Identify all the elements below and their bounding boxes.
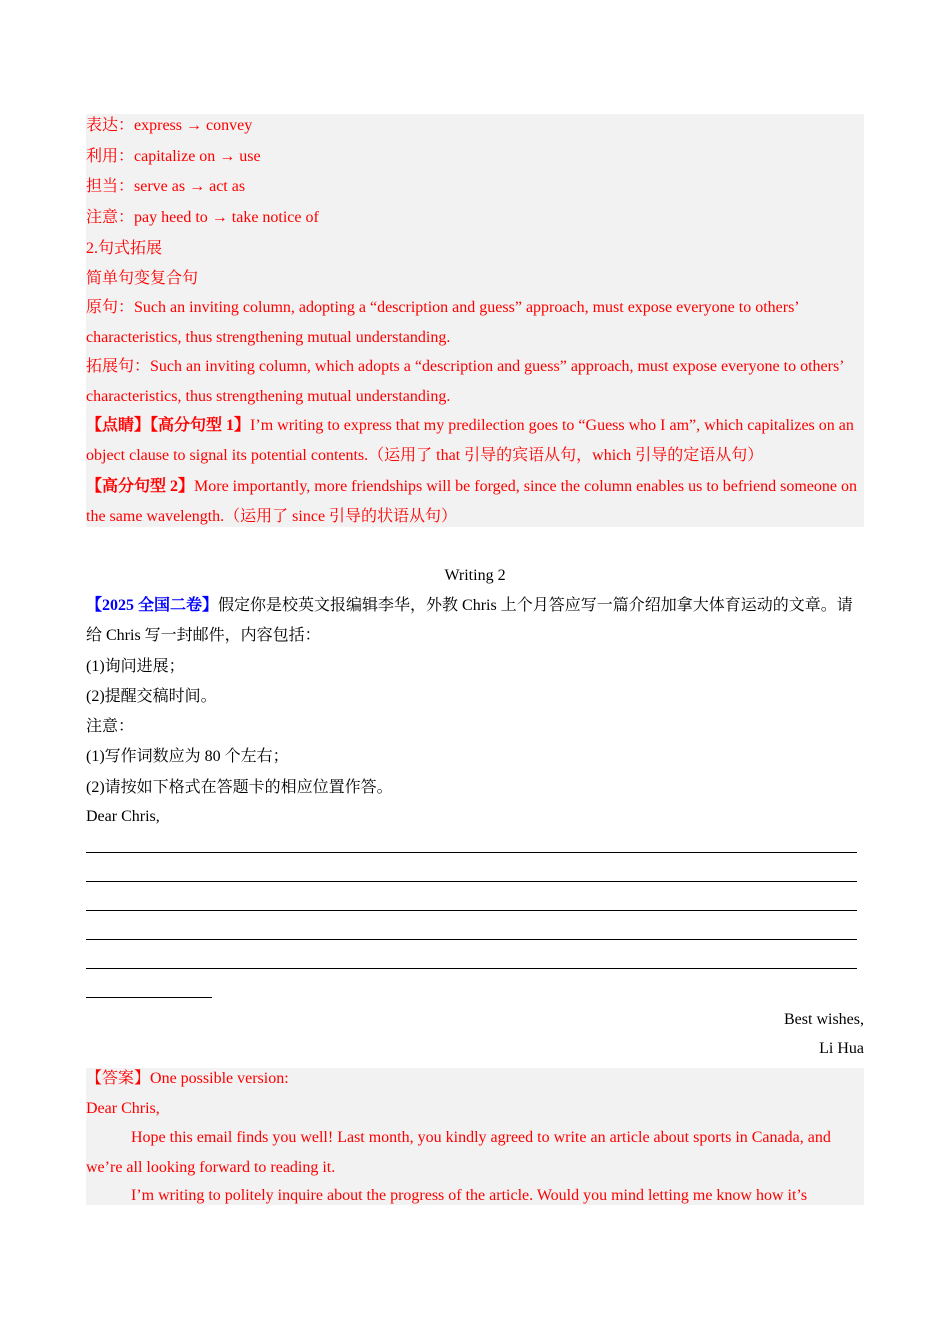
writing-title: Writing 2 <box>444 567 506 584</box>
letter-salutation: Dear Chris, <box>86 808 160 825</box>
answer-blank-line[interactable] <box>86 997 212 998</box>
exam-tag: 【2025 全国二卷】 <box>86 597 219 614</box>
vocab-label: 注意： <box>86 209 135 226</box>
highlight-tag: 【点睛】 <box>86 417 151 434</box>
highlight-sentence-1 <box>86 411 864 471</box>
vocab-text: express → convey <box>134 117 253 134</box>
vocab-label: 利用： <box>86 148 135 165</box>
answer-paragraph: I’m writing to politely inquire about the progress of the article. Would you mind letting me know how it’s <box>131 1187 808 1204</box>
task-item: (2)提醒交稿时间。 <box>86 688 217 705</box>
answer-paragraph: Hope this email finds you well! Last month, you kindly agreed to write an article about sports in Canada, and we’re all looking forward to reading it. <box>86 1129 831 1176</box>
highlight-tag: 【高分句型 2】 <box>86 478 195 495</box>
answer-blank-line[interactable] <box>86 881 857 882</box>
vocab-item <box>86 111 864 141</box>
answer-intro <box>86 1064 864 1094</box>
highlight-text: I’m writing to express that my predilection goes to “Guess who I am”, which capitalizes on an object clause to signal its potential contents.（运用了 that 引导的宾语从句，which 引导的定语从句） <box>86 417 854 464</box>
note-item: (2)请按如下格式在答题卡的相应位置作答。 <box>86 779 393 796</box>
answer-blank-line[interactable] <box>86 852 857 853</box>
vocab-item <box>86 172 864 202</box>
original-sentence <box>86 293 864 353</box>
original-text: Such an inviting column, adopting a “description and guess” approach, must expose everyone to others’ characteristics, thus strengthening mutual understanding. <box>86 299 799 346</box>
task-item: (1)询问进展； <box>86 658 185 675</box>
answer-blank-line[interactable] <box>86 939 857 940</box>
highlight-sentence-2 <box>86 472 864 532</box>
highlight-text: More importantly, more friendships will be forged, since the column enables us to befriend someone on the same wavelength.（运用了 since 引导的状语从句） <box>86 478 857 525</box>
task-prompt <box>86 591 864 651</box>
vocab-text: pay heed to → take notice of <box>134 209 319 226</box>
answer-tag: 【答案】 <box>86 1070 151 1087</box>
original-label: 原句： <box>86 299 135 316</box>
expanded-sentence <box>86 352 864 412</box>
answer-intro-text: One possible version: <box>150 1070 289 1087</box>
answer-blank-line[interactable] <box>86 910 857 911</box>
vocab-label: 表达： <box>86 117 135 134</box>
vocab-item <box>86 203 864 233</box>
expanded-text: Such an inviting column, which adopts a “description and guess” approach, must expose everyone to others’ characteristics, thus strengthening mutual understanding. <box>86 358 844 405</box>
section-title: 2.句式拓展 <box>86 240 163 257</box>
letter-closing: Best wishes, <box>784 1011 864 1028</box>
highlight-tag: 【高分句型 1】 <box>150 417 251 434</box>
vocab-text: capitalize on → use <box>134 148 261 165</box>
vocab-text: serve as → act as <box>134 178 246 195</box>
expanded-label: 拓展句： <box>86 358 151 375</box>
letter-signature: Li Hua <box>819 1040 864 1057</box>
section-subtitle: 简单句变复合句 <box>86 270 199 287</box>
task-text: 假定你是校英文报编辑李华，外教 Chris 上个月答应写一篇介绍加拿大体育运动的文章。请给 Chris 写一封邮件，内容包括： <box>86 597 853 644</box>
notes-label: 注意： <box>86 718 135 735</box>
note-item: (1)写作词数应为 80 个左右； <box>86 748 289 765</box>
answer-blank-line[interactable] <box>86 968 857 969</box>
vocab-item <box>86 142 864 172</box>
vocab-label: 担当： <box>86 178 135 195</box>
answer-salutation: Dear Chris, <box>86 1100 160 1117</box>
